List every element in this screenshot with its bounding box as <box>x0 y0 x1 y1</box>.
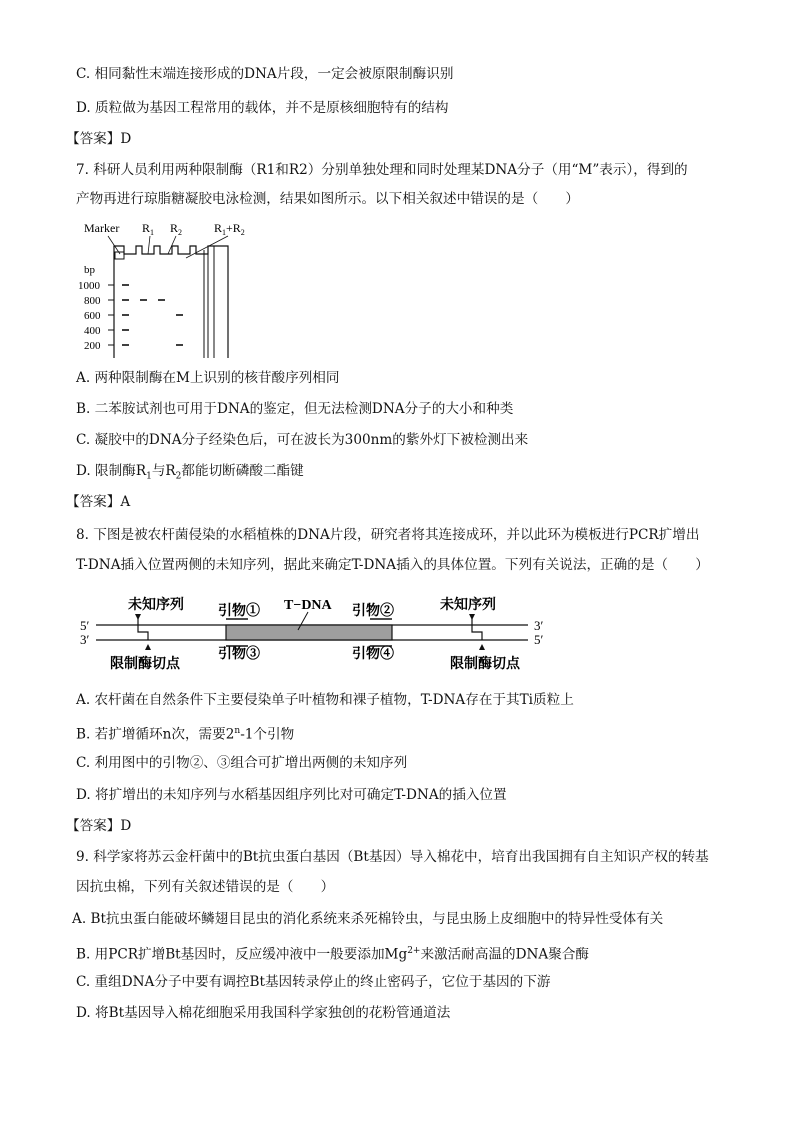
svg-text:T−DNA: T−DNA <box>284 598 332 613</box>
gel-unit-label: bp <box>84 264 95 276</box>
q6-answer: 【答案】D <box>66 131 132 147</box>
gel-tick-600: 600 <box>84 310 101 322</box>
q7-gel-figure <box>78 216 248 358</box>
svg-text:引物④: 引物④ <box>352 647 394 662</box>
q8-stem-line1: 8. 下图是被农杆菌侵染的水稻植株的DNA片段，研究者将其连接成环，并以此环为模板进行PCR扩增出 <box>76 527 700 543</box>
svg-text:3′: 3′ <box>534 618 544 633</box>
svg-text:5′: 5′ <box>80 618 90 633</box>
sample-bands <box>140 300 183 345</box>
svg-text:5′: 5′ <box>534 632 544 647</box>
gel-tick-400: 400 <box>84 325 101 337</box>
q7-stem-line1: 7. 科研人员利用两种限制酶（R1和R2）分别单独处理和同时处理某DNA分子（用“M”表示），得到的 <box>76 162 688 178</box>
svg-text:限制酶切点: 限制酶切点 <box>110 657 180 672</box>
svg-text:R1: $R_1$ <box>142 221 155 237</box>
q8-option-d: D. 将扩增出的未知序列与水稻基因组序列比对可确定T-DNA的插入位置 <box>76 787 507 803</box>
svg-text:未知序列: 未知序列 <box>128 598 184 613</box>
q9-stem-line1: 9. 科学家将苏云金杆菌中的Bt抗虫蛋白基因（Bt基因）导入棉花中，培育出我国拥有自主知识产权的转基 <box>76 849 709 865</box>
q8-stem-line2: T-DNA插入位置两侧的未知序列，据此来确定T-DNA插入的具体位置。下列有关说法，正确的是（ ） <box>76 557 709 573</box>
q7-option-a: A. 两种限制酶在M上识别的核苷酸序列相同 <box>76 370 340 386</box>
q7-option-c: C. 凝胶中的DNA分子经染色后，可在波长为300nm的紫外灯下被检测出来 <box>76 432 529 448</box>
q9-stem-line2: 因抗虫棉，下列有关叙述错误的是（ ） <box>76 879 335 895</box>
gel-tick-1000: 1000 <box>78 280 100 292</box>
svg-text:引物①: 引物① <box>218 604 260 619</box>
gel-label-r1r2: R <box>214 221 223 235</box>
q9-option-a: A. Bt抗虫蛋白能破坏鳞翅目昆虫的消化系统来杀死棉铃虫，与昆虫肠上皮细胞中的特异性受体有关 <box>72 911 664 927</box>
q6-option-d: D. 质粒做为基因工程常用的载体，并不是原核细胞特有的结构 <box>76 100 449 116</box>
q9-option-c: C. 重组DNA分子中要有调控Bt基因转录停止的终止密码子，它位于基因的下游 <box>76 974 551 990</box>
q9-option-b: B. 用PCR扩增Bt基因时，反应缓冲液中一般要添加$Mg^{2+}$来激活耐高温的DNA聚合酶 <box>76 946 590 963</box>
q7-answer: 【答案】A <box>66 494 131 510</box>
q8-option-a: A. 农杆菌在自然条件下主要侵染单子叶植物和裸子植物，T-DNA存在于其Ti质粒上 <box>76 692 574 708</box>
q7-option-d: D. 限制酶$R_1$与$R_2$都能切断磷酸二酯键 <box>76 463 304 482</box>
q8-answer: 【答案】D <box>66 818 132 834</box>
gel-label-r2: R <box>170 221 179 235</box>
svg-text:引物③: 引物③ <box>218 647 260 662</box>
gel-tick-200: 200 <box>84 340 101 352</box>
gel-label-marker: Marker <box>84 221 120 235</box>
gel-label-r1: R <box>142 221 151 235</box>
q7-option-b: B. 二苯胺试剂也可用于DNA的鉴定，但无法检测DNA分子的大小和种类 <box>76 401 514 417</box>
svg-text:引物②: 引物② <box>352 604 394 619</box>
tdna-box <box>226 625 392 640</box>
gel-tick-800: 800 <box>84 295 101 307</box>
q6-option-c: C. 相同黏性末端连接形成的DNA片段，一定会被原限制酶识别 <box>76 66 454 82</box>
marker-bands <box>122 285 129 345</box>
svg-text:R1+R2: $R_1+R_2$ <box>214 221 245 237</box>
q7-stem-line2: 产物再进行琼脂糖凝胶电泳检测，结果如图所示。以下相关叙述中错误的是（ ） <box>76 191 579 207</box>
q8-option-c: C. 利用图中的引物②、③组合可扩增出两侧的未知序列 <box>76 755 408 771</box>
q8-option-b: B. 若扩增循环n次，需要2$^n$-1个引物 <box>76 726 295 743</box>
q9-option-d: D. 将Bt基因导入棉花细胞采用我国科学家独创的花粉管通道法 <box>76 1005 451 1021</box>
svg-text:3′: 3′ <box>80 632 90 647</box>
svg-text:R2: $R_2$ <box>170 221 183 237</box>
q8-tdna-figure <box>76 592 556 674</box>
svg-text:限制酶切点: 限制酶切点 <box>450 657 520 672</box>
svg-text:未知序列: 未知序列 <box>440 598 496 613</box>
